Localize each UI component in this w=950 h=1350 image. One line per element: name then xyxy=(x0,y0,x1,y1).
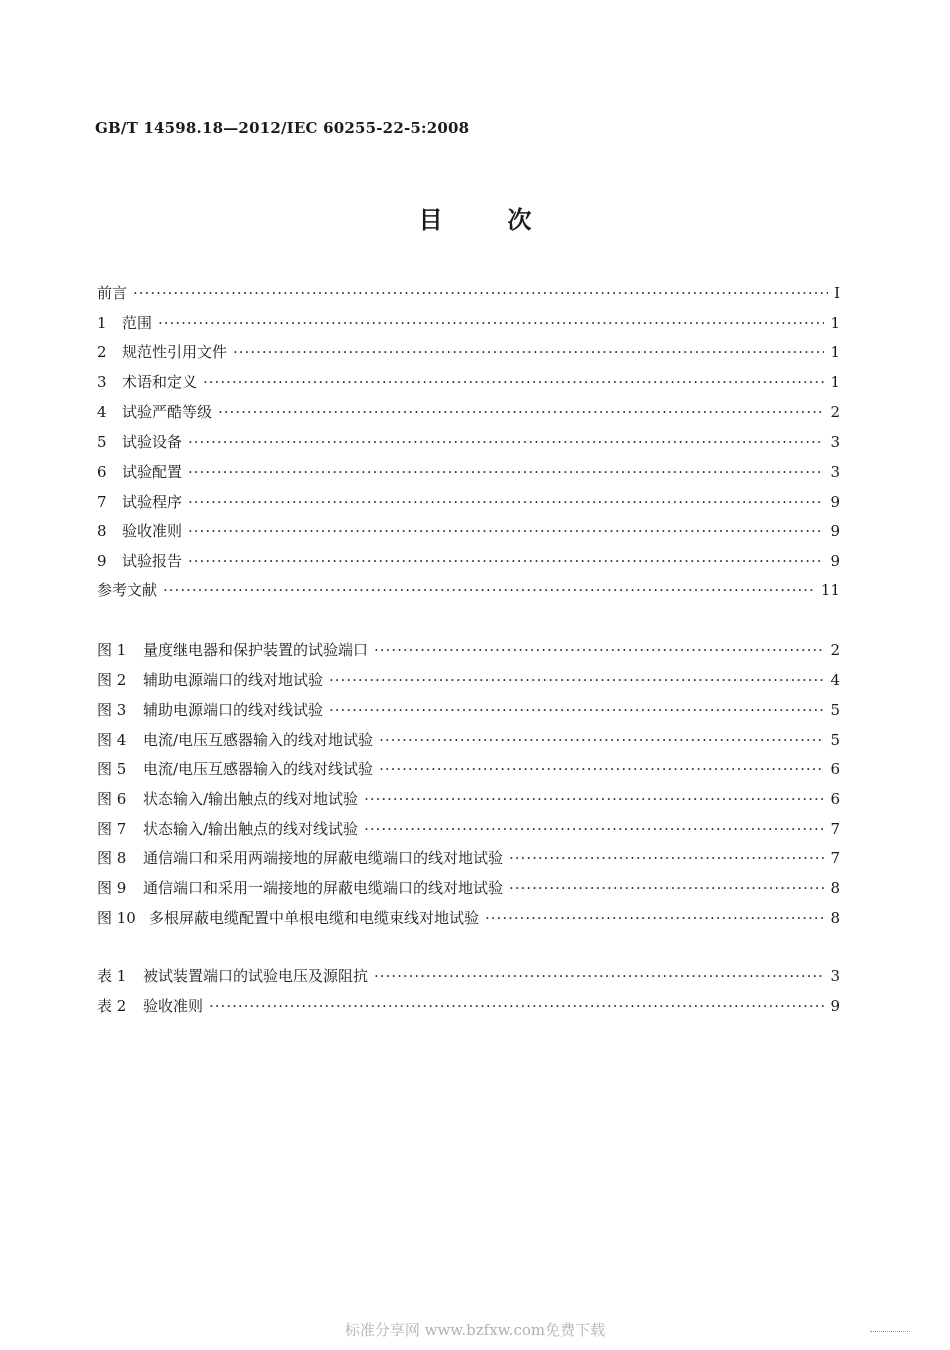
toc-label: 试验设备 xyxy=(122,433,183,451)
toc-entry-table[interactable] xyxy=(97,966,840,986)
toc-number: 8 xyxy=(97,522,107,540)
toc-page: 7 xyxy=(830,820,840,838)
toc-page: 9 xyxy=(830,552,840,570)
toc-label: 辅助电源端口的线对线试验 xyxy=(143,701,324,719)
toc-label: 规范性引用文件 xyxy=(122,343,228,361)
toc-number: 图 7 xyxy=(97,820,127,838)
toc-number: 图 10 xyxy=(97,909,136,927)
toc-number: 3 xyxy=(97,373,107,391)
toc-label: 验收准则 xyxy=(143,997,204,1015)
toc-page: 4 xyxy=(830,671,840,689)
toc-entry-figure[interactable] xyxy=(97,700,840,720)
toc-label: 参考文献 xyxy=(97,581,158,599)
toc-leader xyxy=(374,966,824,986)
toc-leader xyxy=(509,878,824,898)
toc-page: 8 xyxy=(830,909,840,927)
toc-number: 表 1 xyxy=(97,967,127,985)
toc-entry-chapter[interactable] xyxy=(97,521,840,541)
toc-page: Ⅰ xyxy=(834,284,840,302)
toc-leader xyxy=(133,283,828,303)
toc-leader xyxy=(203,372,824,392)
toc-page: 2 xyxy=(830,641,840,659)
toc-page: 5 xyxy=(830,731,840,749)
toc-label: 电流/电压互感器输入的线对线试验 xyxy=(143,760,374,778)
toc-page: 5 xyxy=(830,701,840,719)
toc-leader xyxy=(188,521,824,541)
toc-entry-chapter[interactable] xyxy=(97,432,840,452)
toc-number: 图 9 xyxy=(97,879,127,897)
toc-label: 试验严酷等级 xyxy=(122,403,213,421)
toc-entry-figure[interactable] xyxy=(97,878,840,898)
toc-number: 图 4 xyxy=(97,731,127,749)
toc-entry-figure[interactable] xyxy=(97,908,840,928)
toc-number: 图 6 xyxy=(97,790,127,808)
toc-entry-figure[interactable] xyxy=(97,640,840,660)
toc-label: 通信端口和采用两端接地的屏蔽电缆端口的线对地试验 xyxy=(143,849,504,867)
toc-page: 3 xyxy=(830,967,840,985)
toc-page: 1 xyxy=(830,373,840,391)
toc-leader xyxy=(188,432,824,452)
toc-label: 状态输入/输出触点的线对地试验 xyxy=(143,790,359,808)
toc-entry-chapter[interactable] xyxy=(97,313,840,333)
toc-number: 图 2 xyxy=(97,671,127,689)
toc-page: 2 xyxy=(830,403,840,421)
toc-entry-chapter[interactable] xyxy=(97,402,840,422)
toc-leader xyxy=(218,402,824,422)
toc-label: 范围 xyxy=(122,314,153,332)
toc-label: 通信端口和采用一端接地的屏蔽电缆端口的线对地试验 xyxy=(143,879,504,897)
toc-leader xyxy=(379,759,824,779)
toc-number: 7 xyxy=(97,493,107,511)
scan-artifact-line xyxy=(870,1331,910,1334)
toc-page: 6 xyxy=(830,760,840,778)
toc-leader xyxy=(188,462,824,482)
toc-page: 1 xyxy=(830,343,840,361)
toc-entry-figure[interactable] xyxy=(97,848,840,868)
toc-leader xyxy=(209,996,824,1016)
toc-page: 6 xyxy=(830,790,840,808)
toc-entry-chapter[interactable] xyxy=(97,372,840,392)
toc-number: 图 3 xyxy=(97,701,127,719)
toc-leader xyxy=(374,640,824,660)
toc-entry-bibliography[interactable] xyxy=(97,580,840,600)
toc-page: 11 xyxy=(820,581,840,599)
toc-page: 3 xyxy=(830,433,840,451)
toc-label: 试验程序 xyxy=(122,493,183,511)
toc-label: 辅助电源端口的线对地试验 xyxy=(143,671,324,689)
toc-entry-figure[interactable] xyxy=(97,789,840,809)
toc-label: 验收准则 xyxy=(122,522,183,540)
toc-page: 9 xyxy=(830,997,840,1015)
toc-number: 9 xyxy=(97,552,107,570)
toc-label: 电流/电压互感器输入的线对地试验 xyxy=(143,731,374,749)
toc-number: 图 8 xyxy=(97,849,127,867)
toc-leader xyxy=(233,342,824,362)
toc-label: 术语和定义 xyxy=(122,373,198,391)
toc-page: 7 xyxy=(830,849,840,867)
toc-entry-chapter[interactable] xyxy=(97,492,840,512)
toc-leader xyxy=(329,700,824,720)
toc-page: 9 xyxy=(830,522,840,540)
toc-label: 试验配置 xyxy=(122,463,183,481)
standard-code-header: GB/T 14598.18—2012/IEC 60255-22-5:2008 xyxy=(95,119,470,137)
toc-label: 多根屏蔽电缆配置中单根电缆和电缆束线对地试验 xyxy=(149,909,480,927)
toc-label: 试验报告 xyxy=(122,552,183,570)
toc-leader xyxy=(509,848,824,868)
toc-entry-figure[interactable] xyxy=(97,759,840,779)
toc-entry-chapter[interactable] xyxy=(97,551,840,571)
toc-number: 1 xyxy=(97,314,107,332)
toc-leader xyxy=(163,580,815,600)
toc-page: 1 xyxy=(830,314,840,332)
toc-leader xyxy=(158,313,824,333)
toc-leader xyxy=(364,819,824,839)
toc-number: 6 xyxy=(97,463,107,481)
toc-label: 量度继电器和保护装置的试验端口 xyxy=(143,641,369,659)
toc-entry-foreword[interactable] xyxy=(97,283,840,303)
title-char-2: 次 xyxy=(507,205,532,234)
toc-number: 2 xyxy=(97,343,107,361)
toc-leader xyxy=(329,670,824,690)
page-title xyxy=(0,200,950,235)
toc-leader xyxy=(364,789,824,809)
toc-label: 前言 xyxy=(97,284,128,302)
toc-page: 3 xyxy=(830,463,840,481)
toc-page: 8 xyxy=(830,879,840,897)
toc-leader xyxy=(188,551,824,571)
toc-entry-figure[interactable] xyxy=(97,819,840,839)
toc-label: 状态输入/输出触点的线对线试验 xyxy=(143,820,359,838)
toc-number: 4 xyxy=(97,403,107,421)
watermark: 标准分享网 www.bzfxw.com免费下载 xyxy=(344,1321,606,1339)
toc-leader xyxy=(379,730,824,750)
toc-page: 9 xyxy=(830,493,840,511)
toc-leader xyxy=(485,908,824,928)
toc-entry-figure[interactable] xyxy=(97,730,840,750)
toc-leader xyxy=(188,492,824,512)
toc-entry-table[interactable] xyxy=(97,996,840,1016)
title-char-1: 目 xyxy=(418,205,443,234)
toc-number: 图 5 xyxy=(97,760,127,778)
toc-number: 图 1 xyxy=(97,641,127,659)
toc-number: 表 2 xyxy=(97,997,127,1015)
toc-label: 被试装置端口的试验电压及源阻抗 xyxy=(143,967,369,985)
toc-entry-chapter[interactable] xyxy=(97,462,840,482)
toc-entry-chapter[interactable] xyxy=(97,342,840,362)
toc-number: 5 xyxy=(97,433,107,451)
toc-entry-figure[interactable] xyxy=(97,670,840,690)
